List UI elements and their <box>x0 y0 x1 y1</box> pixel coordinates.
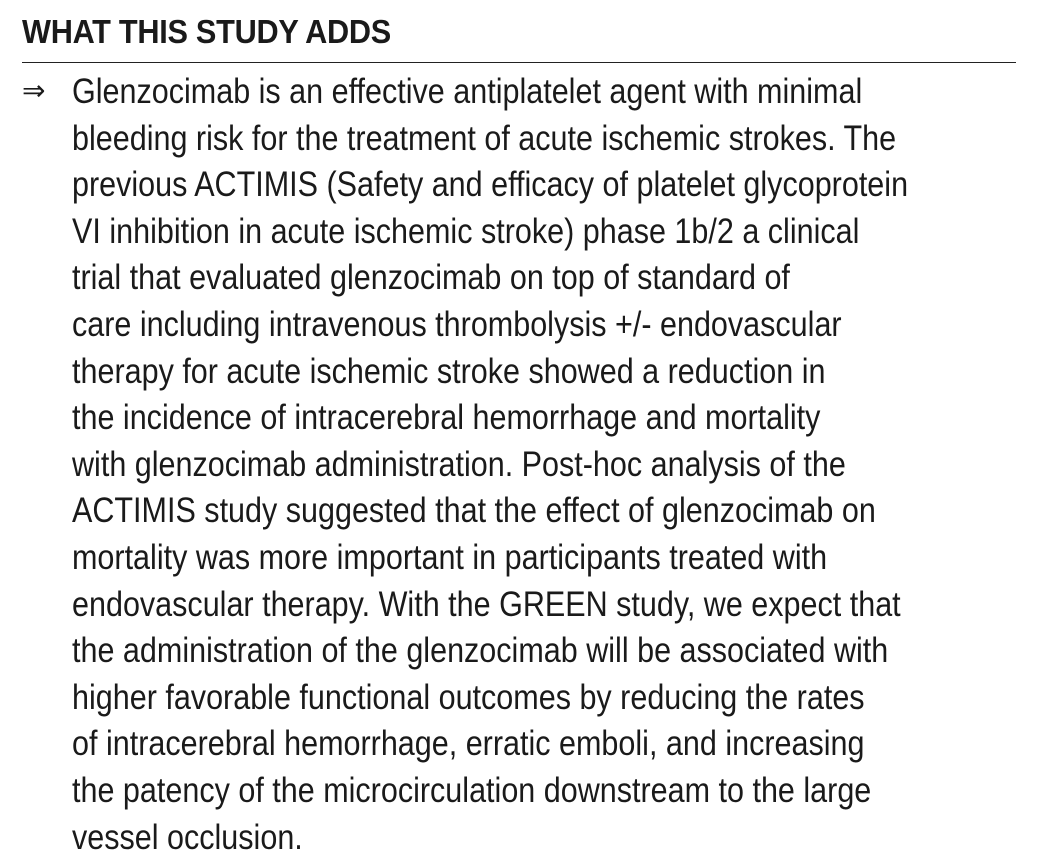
text-line: therapy for acute ischemic stroke showed a reduction in <box>72 350 826 391</box>
text-line: the administration of the glenzocimab will be associated with <box>72 630 889 671</box>
text-line: the incidence of intracerebral hemorrhage and mortality <box>72 397 821 438</box>
text-line: trial that evaluated glenzocimab on top of standard of <box>72 257 790 298</box>
section-heading: WHAT THIS STUDY ADDS <box>22 13 391 50</box>
text-line: with glenzocimab administration. Post-hoc analysis of the <box>72 443 846 484</box>
bullet-text <box>72 68 1016 860</box>
bullet-item <box>22 68 1016 860</box>
text-line: care including intravenous thrombolysis +/- endovascular <box>72 303 842 344</box>
text-line: endovascular therapy. With the GREEN study, we expect that <box>72 583 901 624</box>
text-line: vessel occlusion. <box>72 816 303 857</box>
study-adds-box <box>22 8 1016 860</box>
text-line: previous ACTIMIS (Safety and efficacy of platelet glycoprotein <box>72 164 909 205</box>
text-line: ACTIMIS study suggested that the effect of glenzocimab on <box>72 490 876 531</box>
text-line: Glenzocimab is an effective antiplatelet agent with minimal <box>72 71 863 111</box>
right-double-arrow-icon: ⇒ <box>22 74 46 107</box>
text-line: the patency of the microcirculation downstream to the large <box>72 769 872 810</box>
text-line: higher favorable functional outcomes by reducing the rates <box>72 676 865 717</box>
heading-divider <box>22 62 1016 63</box>
text-line: bleeding risk for the treatment of acute ischemic strokes. The <box>72 117 897 158</box>
text-line: mortality was more important in participants treated with <box>72 536 828 577</box>
text-line: VI inhibition in acute ischemic stroke) phase 1b/2 a clinical <box>72 210 860 251</box>
text-line: of intracerebral hemorrhage, erratic emboli, and increasing <box>72 723 865 764</box>
